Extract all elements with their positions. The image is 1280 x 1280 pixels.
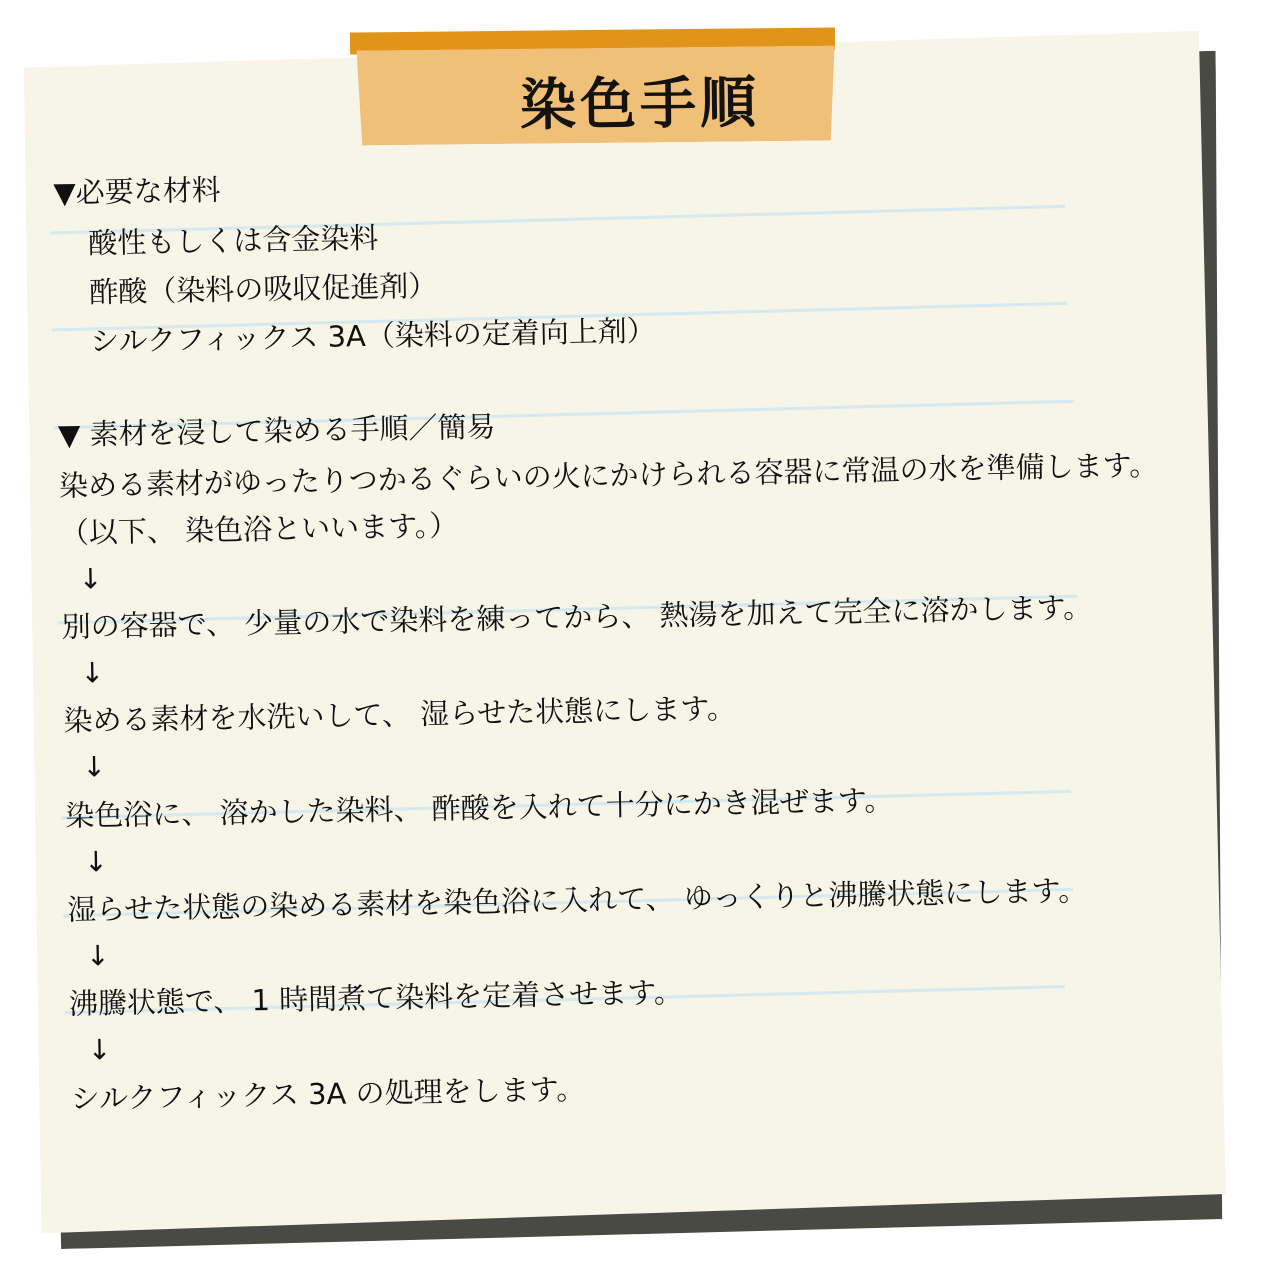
procedure-step: 染める素材がゆったりつかるぐらいの火にかけられる容器に常温の水を準備します。 [58,447,1159,503]
step-arrow-icon: ↓ [82,750,107,784]
materials-heading: ▼必要な材料 [53,172,221,211]
material-item: 酢酸（染料の吸収促進剤） [88,268,438,310]
procedure-step: 染める素材を水洗いして、 湿らせた状態にします。 [63,691,737,739]
procedure-heading: ▼ 素材を浸して染める手順／簡易 [57,409,496,452]
procedure-step-continued: （以下、 染色浴といいます。） [59,507,459,550]
material-item: 酸性もしくは含金染料 [88,220,379,261]
page-title: 染色手順 [519,70,761,139]
procedure-step: シルクフィックス 3A の処理をします。 [70,1071,586,1116]
step-arrow-icon: ↓ [78,561,103,596]
material-item: シルクフィックス 3A（染料の定着向上剤） [89,313,657,359]
document-body [53,149,1211,1123]
procedure-step: 沸騰状態で、 1 時間煮て染料を定着させます。 [68,975,684,1022]
procedure-step: 別の容器で、 少量の水で染料を練ってから、 熱湯を加えて完全に溶かします。 [61,590,1093,644]
step-arrow-icon: ↓ [80,656,105,690]
procedure-step: 染色浴に、 溶かした染料、 酢酸を入れて十分にかき混ぜます。 [65,782,894,833]
step-arrow-icon: ↓ [85,938,110,973]
procedure-step: 湿らせた状態の染める素材を染色浴に入れて、 ゆっくりと沸騰状態にします。 [66,873,1088,927]
step-arrow-icon: ↓ [87,1033,112,1067]
step-arrow-icon: ↓ [83,844,109,879]
